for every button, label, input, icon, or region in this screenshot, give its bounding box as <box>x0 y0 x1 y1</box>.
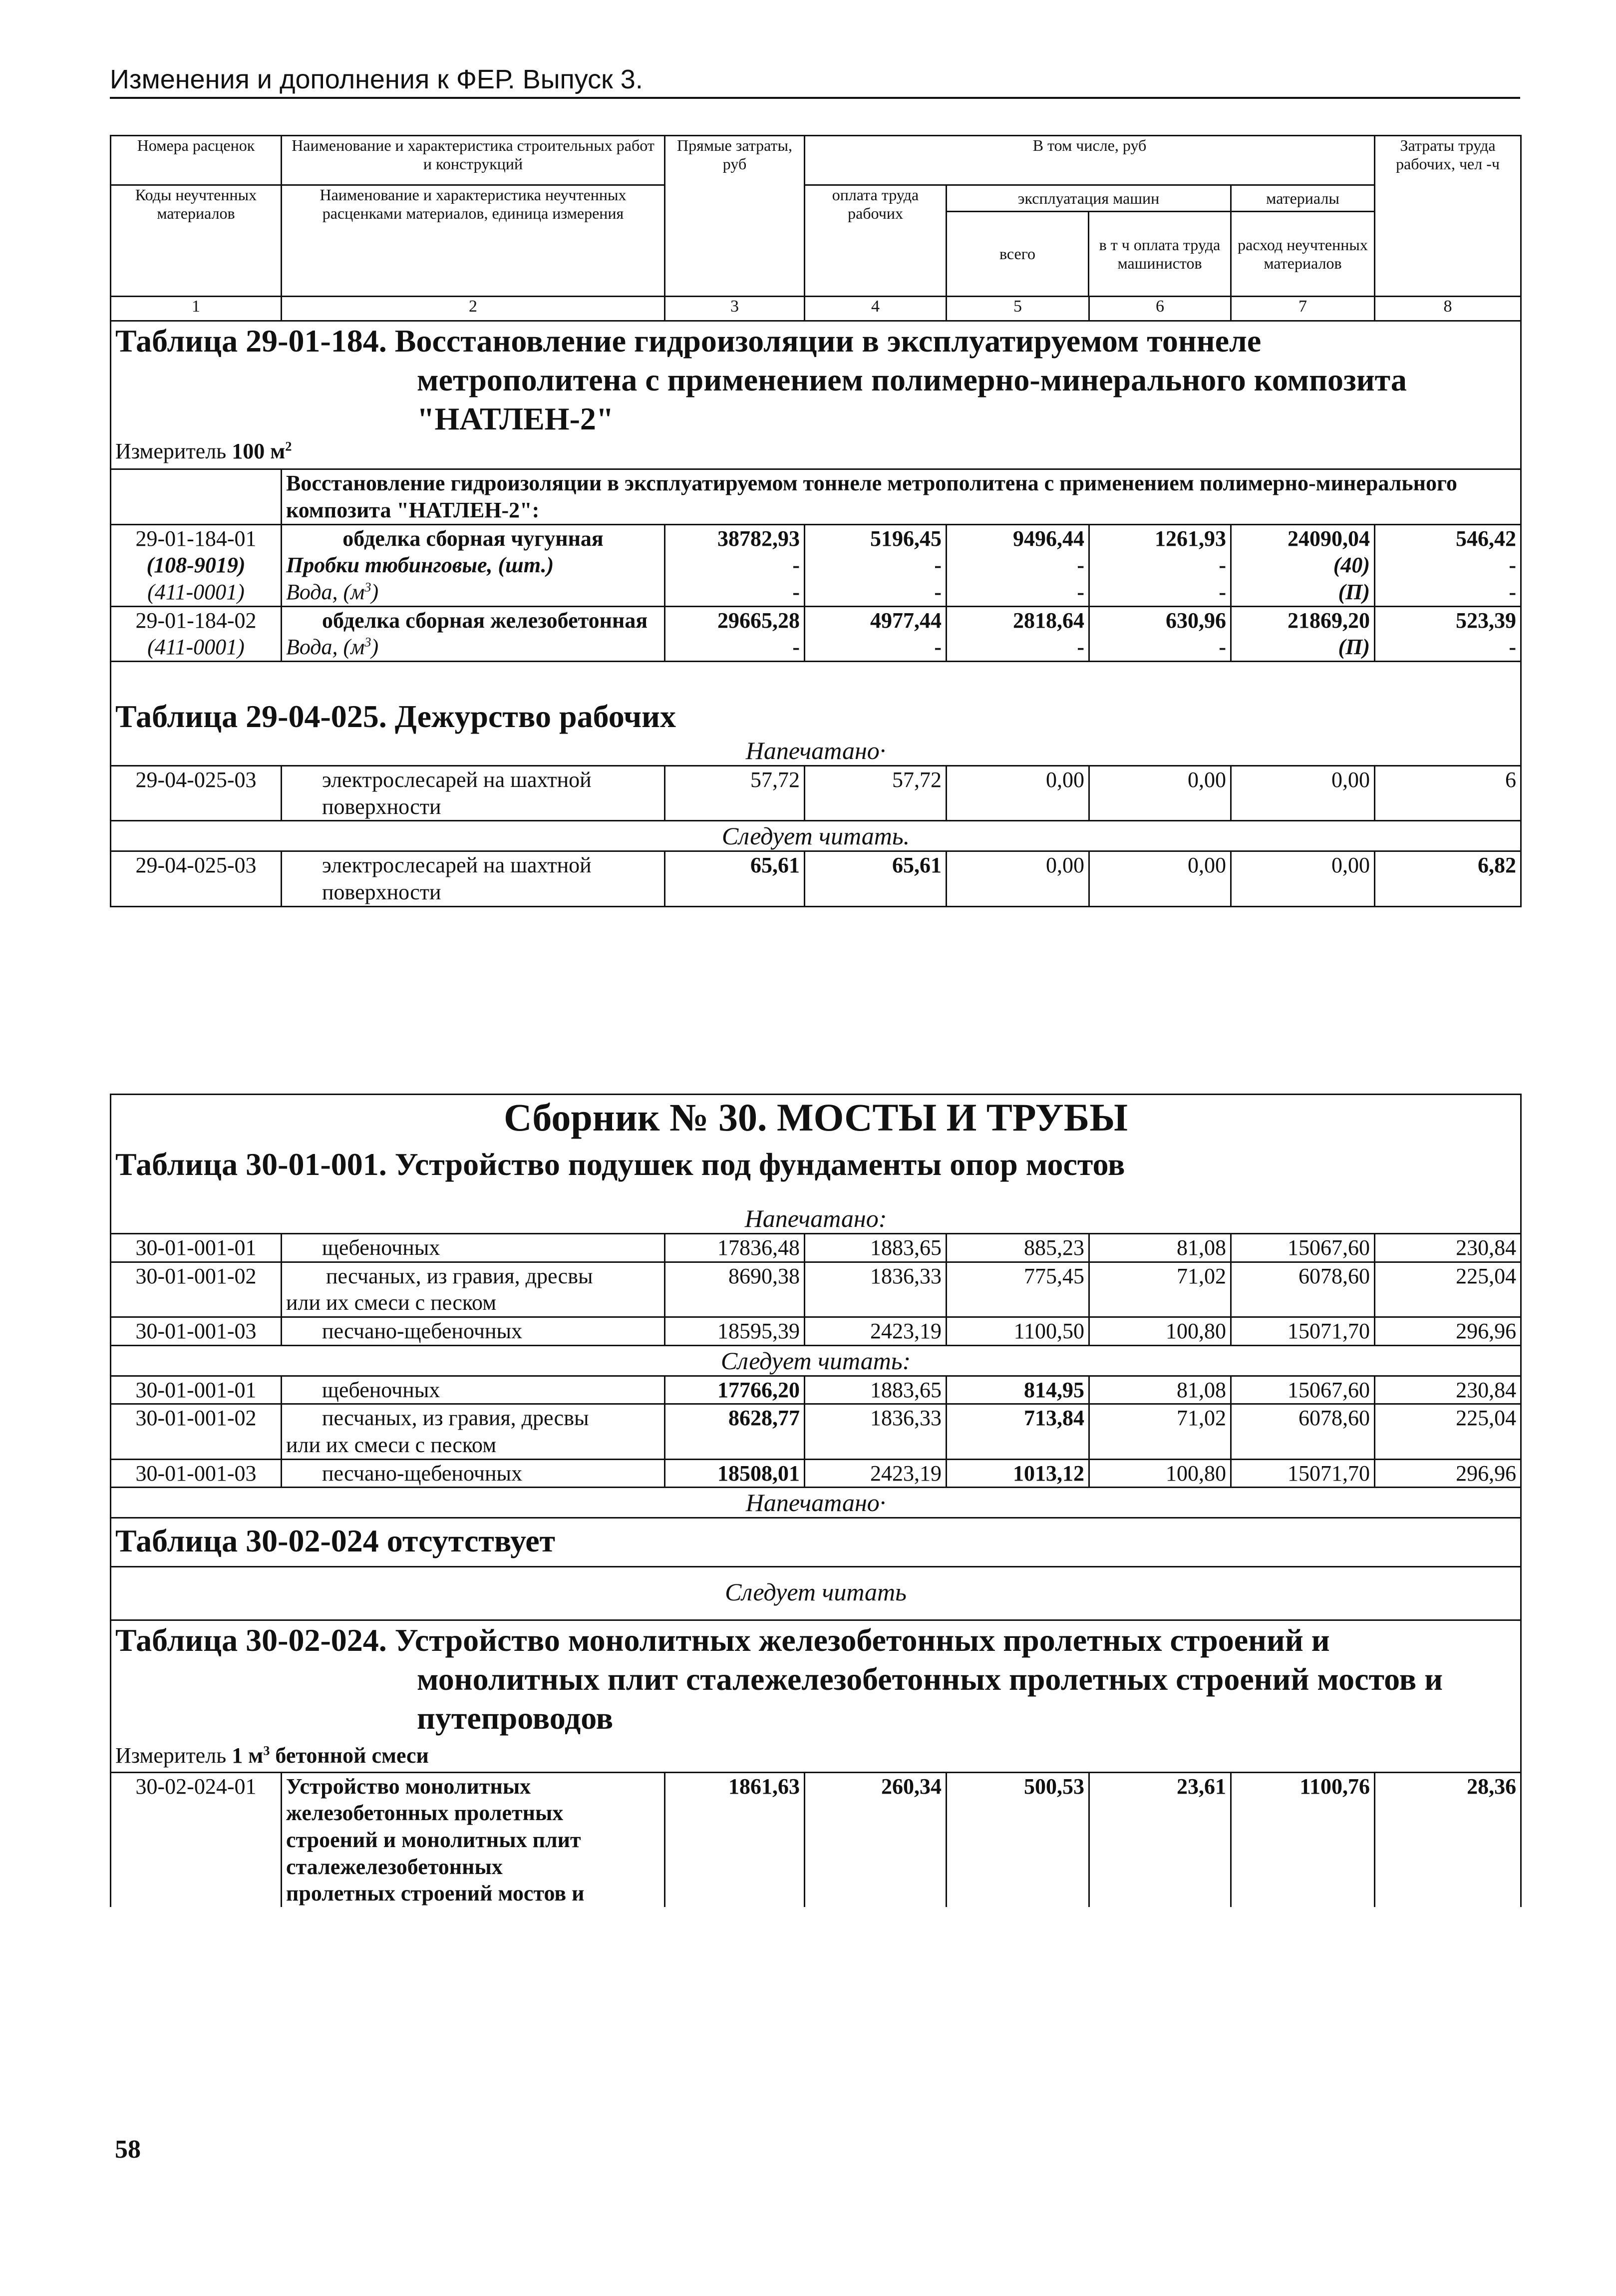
t184-row3-c5: - <box>947 579 1089 606</box>
t184-measure-sup: 2 <box>285 438 292 454</box>
t024-row-name-l4: сталежелезобетонных <box>286 1854 503 1879</box>
table-title-30-02-024 <box>111 1620 1521 1738</box>
t184-row3-c6: - <box>1089 579 1231 606</box>
col4-header: оплата труда рабочих <box>805 185 947 297</box>
t4025-new-code: 29-04-025-03 <box>111 851 282 906</box>
t184-row1-c4: 5196,45 <box>805 524 947 552</box>
t001-old-row2-c3: 8690,38 <box>665 1262 805 1317</box>
t024-measure-sup: 3 <box>263 1743 270 1758</box>
t184-row2-c3: - <box>665 552 805 579</box>
t184-title-line2: метрополитена с применением полимерно-минерального композита <box>417 362 1407 398</box>
t184-row4-c3: 29665,28 <box>665 606 805 634</box>
t024-printed-note: Напечатано· <box>111 1488 1521 1518</box>
t001-old-row1-c6: 81,08 <box>1089 1234 1231 1262</box>
t001-new-row1-c5: 814,95 <box>947 1376 1089 1404</box>
t184-row2-c4: - <box>805 552 947 579</box>
t184-description: Восстановление гидроизоляции в эксплуатируемом тоннеле метрополитена с применением полимерно-минерального композита "НАТЛЕН-2": <box>282 469 1521 524</box>
t184-title-line1: Таблица 29-01-184. Восстановление гидроизоляции в эксплуатируемом тоннеле <box>115 323 1262 359</box>
col5-header: всего <box>947 212 1089 296</box>
price-table-top <box>110 135 1522 907</box>
t4025-old-c5: 0,00 <box>947 766 1089 821</box>
t4025-printed-note: Напечатано· <box>111 736 1521 766</box>
t184-row3-c7: (П) <box>1231 579 1375 606</box>
t001-new-row1-c8: 230,84 <box>1375 1376 1521 1404</box>
t4025-new-c5: 0,00 <box>947 851 1089 906</box>
t4025-new-c6: 0,00 <box>1089 851 1231 906</box>
t001-old-row3-code: 30-01-001-03 <box>111 1317 282 1346</box>
t001-old-row2-c6: 71,02 <box>1089 1262 1231 1317</box>
t4025-new-c3: 65,61 <box>665 851 805 906</box>
t184-row5-c8: - <box>1375 634 1521 661</box>
t184-row4-c4: 4977,44 <box>805 606 947 634</box>
t184-title-line3: "НАТЛЕН-2" <box>417 401 614 437</box>
t024-row-c4: 260,34 <box>805 1772 947 1907</box>
t001-new-row1-c4: 1883,65 <box>805 1376 947 1404</box>
t184-row1-name: обделка сборная чугунная <box>282 524 665 552</box>
t184-row5-name-end: ) <box>371 635 379 660</box>
t024-title-line1: Таблица 30-02-024. Устройство монолитных железобетонных пролетных строений и <box>115 1622 1330 1658</box>
t184-row4-c8: 523,39 <box>1375 606 1521 634</box>
t4025-new-c7: 0,00 <box>1231 851 1375 906</box>
t001-new-row2-name <box>282 1404 665 1459</box>
t024-title-line2: монолитных плит сталежелезобетонных пролетных строений мостов и <box>417 1661 1443 1697</box>
t001-new-row3-c7: 15071,70 <box>1231 1459 1375 1488</box>
price-table-bottom <box>110 1094 1522 1907</box>
t024-row-c7: 1100,76 <box>1231 1772 1375 1907</box>
t001-new-row2-c7: 6078,60 <box>1231 1404 1375 1459</box>
t184-row5-c7: (П) <box>1231 634 1375 661</box>
t001-new-row2-c4: 1836,33 <box>805 1404 947 1459</box>
col8-header: Затраты труда рабочих, чел -ч <box>1375 136 1521 297</box>
t184-row1-c3: 38782,93 <box>665 524 805 552</box>
t001-old-row1-c8: 230,84 <box>1375 1234 1521 1262</box>
t024-row-name-l1: Устройство монолитных <box>286 1774 531 1799</box>
t001-new-row1-c6: 81,08 <box>1089 1376 1231 1404</box>
t001-old-row2-c7: 6078,60 <box>1231 1262 1375 1317</box>
col7-header: расход неучтенных материалов <box>1232 212 1374 296</box>
t184-row3-name-end: ) <box>371 579 379 604</box>
collection-title: Сборник № 30. МОСТЫ И ТРУБЫ <box>111 1095 1521 1141</box>
t4025-old-c7: 0,00 <box>1231 766 1375 821</box>
t001-old-row2-c5: 775,45 <box>947 1262 1089 1317</box>
t184-row4-name: обделка сборная железобетонная <box>282 606 665 634</box>
page-number: 58 <box>115 2135 141 2164</box>
t184-row2-name: Пробки тюбинговые, (шт.) <box>282 552 665 579</box>
t4025-old-c4: 57,72 <box>805 766 947 821</box>
col1-header-top: Номера расценок <box>111 136 282 185</box>
t001-old-row2-name-l2: или их смеси с песком <box>286 1290 497 1315</box>
t001-old-row3-c3: 18595,39 <box>665 1317 805 1346</box>
t001-old-row3-c8: 296,96 <box>1375 1317 1521 1346</box>
t184-measure-value: 100 м <box>232 439 286 464</box>
t4025-new-name: электрослесарей на шахтной поверхности <box>282 851 665 906</box>
t184-row5-c4: - <box>805 634 947 661</box>
t184-row4-c7: 21869,20 <box>1231 606 1375 634</box>
colnum-6: 6 <box>1089 297 1231 321</box>
t024-row-code: 30-02-024-01 <box>111 1772 282 1907</box>
t001-old-row3-c4: 2423,19 <box>805 1317 947 1346</box>
col3-header: Прямые затраты, руб <box>665 136 805 297</box>
t4025-old-c3: 57,72 <box>665 766 805 821</box>
t184-row3-c8: - <box>1375 579 1521 606</box>
colnum-2: 2 <box>282 297 665 321</box>
t184-row5-name <box>282 634 665 661</box>
t024-row-name-l2: железобетонных пролетных <box>286 1801 564 1826</box>
t001-new-row3-c4: 2423,19 <box>805 1459 947 1488</box>
t001-new-row3-c8: 296,96 <box>1375 1459 1521 1488</box>
machines-header: эксплуатация машин <box>947 186 1230 212</box>
t001-old-row1-code: 30-01-001-01 <box>111 1234 282 1262</box>
t184-row2-c7: (40) <box>1231 552 1375 579</box>
t001-new-row2-c8: 225,04 <box>1375 1404 1521 1459</box>
colnum-7: 7 <box>1231 297 1375 321</box>
colnum-1: 1 <box>111 297 282 321</box>
t001-new-row3-code: 30-01-001-03 <box>111 1459 282 1488</box>
t001-old-row3-c6: 100,80 <box>1089 1317 1231 1346</box>
t184-row1-c8: 546,42 <box>1375 524 1521 552</box>
t001-old-row3-c5: 1100,50 <box>947 1317 1089 1346</box>
colnum-5: 5 <box>947 297 1089 321</box>
t184-row4-code: 29-01-184-02 <box>111 606 282 634</box>
group-header: В том числе, руб <box>805 136 1375 185</box>
t184-row2-c8: - <box>1375 552 1521 579</box>
t001-new-row2-code: 30-01-001-02 <box>111 1404 282 1459</box>
t024-row-c5: 500,53 <box>947 1772 1089 1907</box>
t4025-should-note: Следует читать. <box>111 821 1521 851</box>
table-title-29-01-184 <box>111 321 1521 439</box>
materials-header-cell <box>1231 185 1375 297</box>
t024-title-line3: путепроводов <box>417 1700 614 1736</box>
t024-row-c8: 28,36 <box>1375 1772 1521 1907</box>
t001-new-row1-code: 30-01-001-01 <box>111 1376 282 1404</box>
t001-should-note: Следует читать: <box>111 1345 1521 1376</box>
materials-header: материалы <box>1232 186 1374 212</box>
t184-row2-c6: - <box>1089 552 1231 579</box>
machines-header-cell <box>947 185 1231 297</box>
t001-old-row2-name-l1: песчаных, из гравия, дресвы <box>326 1263 593 1288</box>
t4025-old-code: 29-04-025-03 <box>111 766 282 821</box>
page-header: Изменения и дополнения к ФЕР. Выпуск 3. <box>110 64 1520 99</box>
col2-header-bottom: Наименование и характеристика неучтенных расценками материалов, единица измерения <box>282 185 665 297</box>
t184-row3-c3: - <box>665 579 805 606</box>
t024-should-note: Следует читать <box>111 1566 1521 1620</box>
t184-row2-c5: - <box>947 552 1089 579</box>
table-title-29-04-025: Таблица 29-04-025. Дежурство рабочих <box>111 661 1521 736</box>
t001-new-row3-c6: 100,80 <box>1089 1459 1231 1488</box>
t001-new-row2-c5: 713,84 <box>947 1404 1089 1459</box>
t184-row5-c6: - <box>1089 634 1231 661</box>
t001-old-row2-name <box>282 1262 665 1317</box>
t184-row4-c6: 630,96 <box>1089 606 1231 634</box>
t001-new-row1-name: щебеночных <box>282 1376 665 1404</box>
t001-old-row2-c4: 1836,33 <box>805 1262 947 1317</box>
col6-header: в т ч оплата труда машинистов <box>1089 212 1231 296</box>
t024-measure-label: Измеритель <box>115 1743 227 1768</box>
t001-new-row1-c3: 17766,20 <box>665 1376 805 1404</box>
t024-row-name-l3: строений и монолитных плит <box>286 1828 581 1853</box>
t001-new-row2-c3: 8628,77 <box>665 1404 805 1459</box>
t001-new-row1-c7: 15067,60 <box>1231 1376 1375 1404</box>
t024-missing-title: Таблица 30-02-024 отсутствует <box>111 1518 1521 1566</box>
t024-row-c3: 1861,63 <box>665 1772 805 1907</box>
t184-row5-name-sup: 3 <box>364 634 371 650</box>
t184-row2-code: (108-9019) <box>111 552 282 579</box>
t001-old-row1-c3: 17836,48 <box>665 1234 805 1262</box>
t024-measure <box>111 1738 1521 1773</box>
t184-row5-name-text: Вода, (м <box>286 635 365 660</box>
t184-row3-name-text: Вода, (м <box>286 579 365 604</box>
t184-row1-c5: 9496,44 <box>947 524 1089 552</box>
t001-new-row2-name-l1: песчаных, из гравия, дресвы <box>322 1406 589 1431</box>
t001-old-row1-name: щебеночных <box>282 1234 665 1262</box>
t024-measure-rest: бетонной смеси <box>270 1743 429 1768</box>
t024-row-c6: 23,61 <box>1089 1772 1231 1907</box>
t001-old-row3-name: песчано-щебеночных <box>282 1317 665 1346</box>
t184-row3-name-sup: 3 <box>364 579 371 595</box>
colnum-4: 4 <box>805 297 947 321</box>
t184-row1-code: 29-01-184-01 <box>111 524 282 552</box>
t001-new-row2-c6: 71,02 <box>1089 1404 1231 1459</box>
t001-new-row2-name-l2: или их смеси с песком <box>286 1433 497 1458</box>
t184-row3-c4: - <box>805 579 947 606</box>
t001-new-row3-c5: 1013,12 <box>947 1459 1089 1488</box>
t4025-new-c8: 6,82 <box>1375 851 1521 906</box>
t001-old-row3-c7: 15071,70 <box>1231 1317 1375 1346</box>
col1-header-bottom: Коды неучтенных материалов <box>111 185 282 297</box>
colnum-8: 8 <box>1375 297 1521 321</box>
t001-old-row2-c8: 225,04 <box>1375 1262 1521 1317</box>
t184-measure <box>111 438 1521 469</box>
t4025-new-c4: 65,61 <box>805 851 947 906</box>
t001-old-row1-c5: 885,23 <box>947 1234 1089 1262</box>
t001-old-row2-code: 30-01-001-02 <box>111 1262 282 1317</box>
t184-measure-label: Измеритель <box>115 439 227 464</box>
t4025-old-name: электрослесарей на шахтной поверхности <box>282 766 665 821</box>
t001-printed-note: Напечатано: <box>111 1184 1521 1234</box>
t184-row5-code: (411-0001) <box>111 634 282 661</box>
t184-row3-name <box>282 579 665 606</box>
t001-new-row3-c3: 18508,01 <box>665 1459 805 1488</box>
t184-row4-c5: 2818,64 <box>947 606 1089 634</box>
t4025-old-c8: 6 <box>1375 766 1521 821</box>
t001-old-row1-c4: 1883,65 <box>805 1234 947 1262</box>
t184-row5-c3: - <box>665 634 805 661</box>
t184-row1-c6: 1261,93 <box>1089 524 1231 552</box>
col2-header-top: Наименование и характеристика строительных работ и конструкций <box>282 136 665 185</box>
t024-measure-value: 1 м <box>232 1743 264 1768</box>
t4025-old-c6: 0,00 <box>1089 766 1231 821</box>
t001-old-row1-c7: 15067,60 <box>1231 1234 1375 1262</box>
t024-row-name-l5: пролетных строений мостов и <box>286 1881 585 1906</box>
t184-desc-empty <box>111 469 282 524</box>
colnum-3: 3 <box>665 297 805 321</box>
table-title-30-01-001: Таблица 30-01-001. Устройство подушек под фундаменты опор мостов <box>111 1140 1521 1184</box>
t184-row3-code: (411-0001) <box>111 579 282 606</box>
t001-new-row3-name: песчано-щебеночных <box>282 1459 665 1488</box>
t184-row1-c7: 24090,04 <box>1231 524 1375 552</box>
t024-row-name <box>282 1772 665 1907</box>
t184-row5-c5: - <box>947 634 1089 661</box>
